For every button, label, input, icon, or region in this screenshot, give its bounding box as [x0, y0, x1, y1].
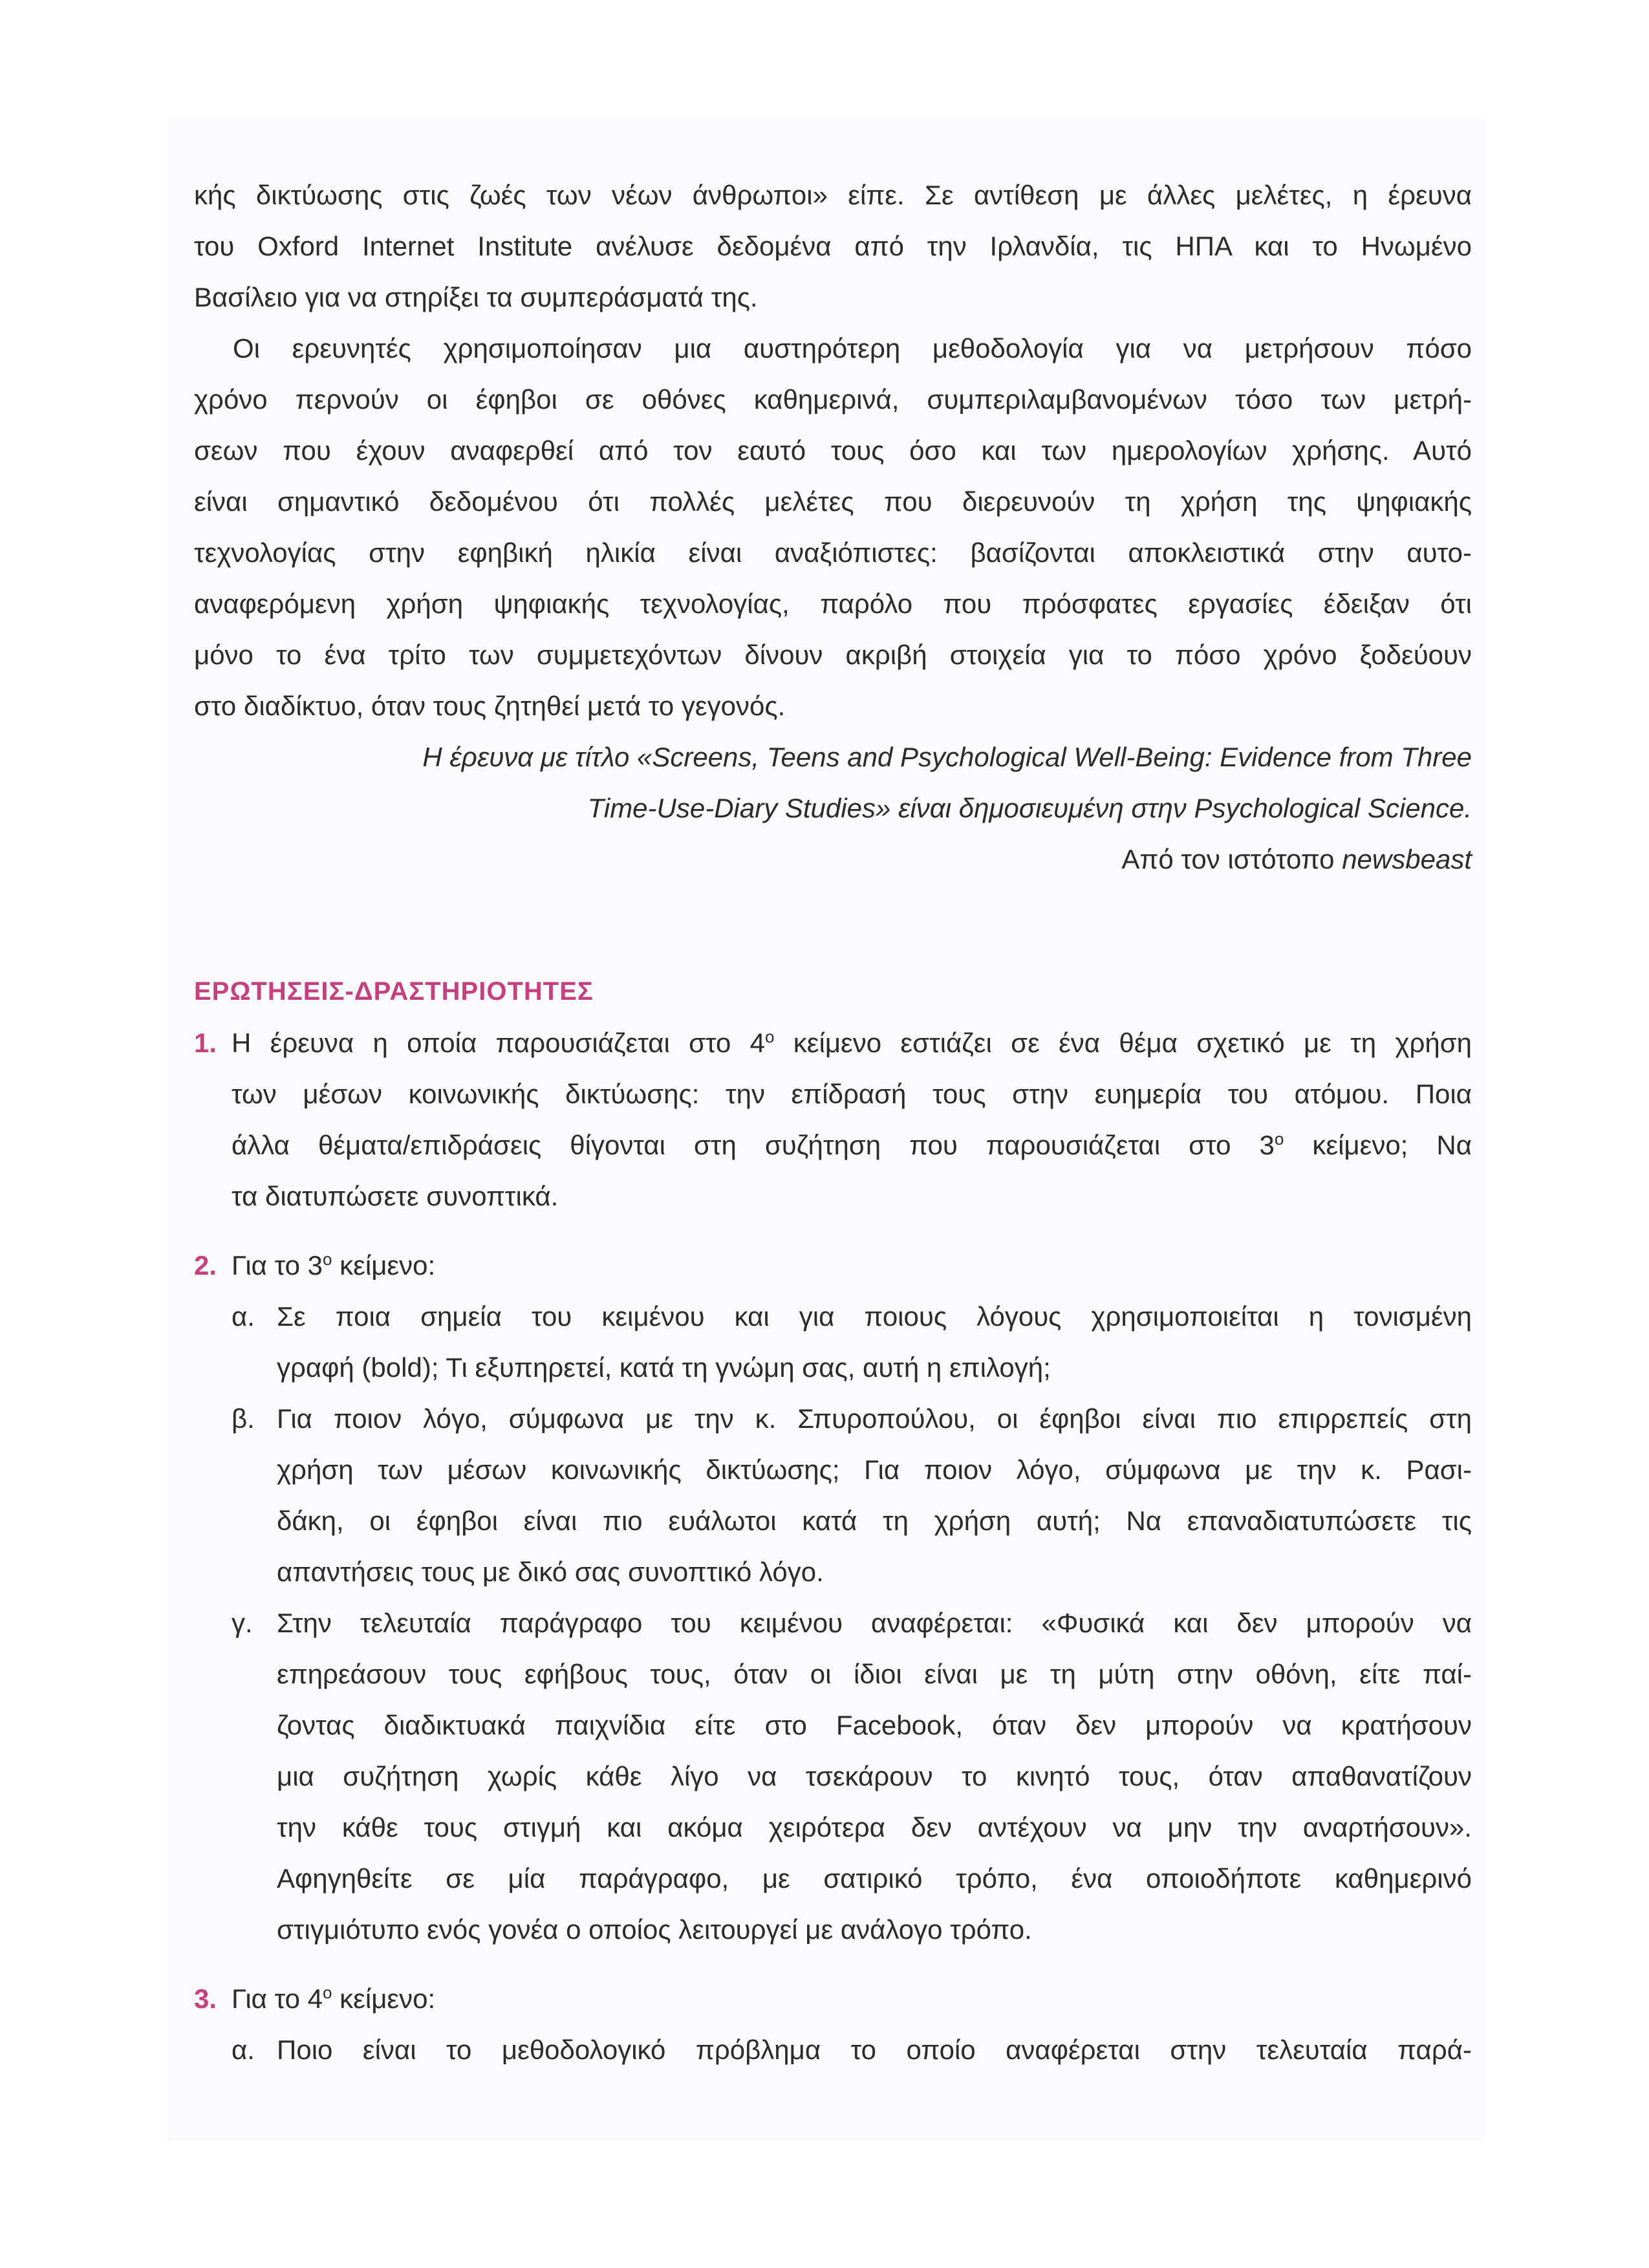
text-line: Στην τελευταία παράγραφο του κειμένου αναφέρεται: «Φυσικά και δεν μπορούν να	[277, 1608, 1472, 1638]
question-title: Για το $3^o$ κείμενο:	[232, 1249, 436, 1280]
text-line: τα διατυπώσετε συνοπτικά.	[232, 1181, 559, 1211]
question-3	[194, 1973, 1472, 2024]
text-line: του Oxford Internet Institute ανέλυσε δεδομένα από την Ιρλανδία, τις ΗΠΑ και το Ηνωμένο	[194, 231, 1472, 261]
text-line: ζοντας διαδικτυακά παιχνίδια είτε στο Facebook, όταν δεν μπορούν να κρατήσουν	[277, 1710, 1472, 1740]
source-line	[194, 834, 1472, 885]
text-line: δάκη, οι έφηβοι είναι πιο ευάλωτοι κατά τη χρήση αυτή; Να επαναδιατυπώσετε τις	[277, 1506, 1472, 1536]
sub-letter: γ.	[232, 1608, 253, 1638]
text-line: άλλα θέματα/επιδράσεις θίγονται στη συζήτηση που παρουσιάζεται στο $3^o$ κείμενο; Να	[232, 1129, 1472, 1160]
question-3a	[194, 2024, 1472, 2075]
citation-line: Time-Use-Diary Studies» είναι δημοσιευμένη στην Psychological Science.	[587, 793, 1472, 823]
text-line: Για ποιον λόγο, σύμφωνα με την κ. Σπυροπούλου, οι έφηβοι είναι πιο επιρρεπείς στη	[277, 1403, 1472, 1434]
text-line: αναφερόμενη χρήση ψηφιακής τεχνολογίας, παρόλο που πρόσφατες εργασίες έδειξαν ότι	[194, 589, 1472, 619]
text-line: Αφηγηθείτε σε μία παράγραφο, με σατιρικό τρόπο, ένα οποιοδήποτε καθημερινό	[277, 1863, 1472, 1894]
question-2	[194, 1240, 1472, 1291]
citation-line: Η έρευνα με τίτλο «Screens, Teens and Psychological Well-Being: Evidence from Three	[422, 742, 1472, 772]
text-line: Η έρευνα η οποία παρουσιάζεται στο $4^o$ κείμενο εστιάζει σε ένα θέμα σχετικό με τη χρήση	[232, 1027, 1472, 1058]
sub-letter: α.	[232, 1301, 255, 1332]
text-line: στο διαδίκτυο, όταν τους ζητηθεί μετά το γεγονός.	[194, 691, 786, 721]
text-line: τεχνολογίας στην εφηβική ηλικία είναι αναξιόπιστες: βασίζονται αποκλειστικά στην αυτο-	[194, 537, 1472, 568]
source-prefix: Από τον ιστότοπο	[1121, 844, 1342, 874]
question-title: Για το $4^o$ κείμενο:	[232, 1983, 436, 2014]
text-line: μια συζήτηση χωρίς κάθε λίγο να τσεκάρουν το κινητό τους, όταν απαθανατίζουν	[277, 1761, 1472, 1791]
text-line: των μέσων κοινωνικής δικτύωσης: την επίδρασή τους στην ευημερία του ατόμου. Ποια	[232, 1079, 1472, 1109]
research-paragraph	[194, 323, 1472, 731]
text-line: στιγμιότυπο ενός γονέα ο οποίος λειτουργεί με ανάλογο τρόπο.	[277, 1914, 1032, 1945]
citation	[194, 731, 1472, 885]
document-body	[194, 169, 1472, 2075]
text-line: Σε ποια σημεία του κειμένου και για ποιους λόγους χρησιμοποιείται η τονισμένη	[277, 1301, 1472, 1332]
question-number: 1.	[194, 1028, 217, 1058]
text-line: είναι σημαντικό δεδομένου ότι πολλές μελέτες που διερευνούν τη χρήση της ψηφιακής	[194, 486, 1472, 517]
section-title: ΕΡΩΤΗΣΕΙΣ-ΔΡΑΣΤΗΡΙΟΤΗΤΕΣ	[194, 977, 594, 1006]
text-line: σεων που έχουν αναφερθεί από τον εαυτό τους όσο και των ημερολογίων χρήσης. Αυτό	[194, 435, 1472, 466]
sub-letter: β.	[232, 1403, 255, 1434]
question-number: 3.	[194, 1983, 217, 2014]
text-line: γραφή (bold); Τι εξυπηρετεί, κατά τη γνώμη σας, αυτή η επιλογή;	[277, 1352, 1051, 1383]
text-line: απαντήσεις τους με δικό σας συνοπτικό λόγο.	[277, 1557, 824, 1587]
text-line: επηρεάσουν τους εφήβους τους, όταν οι ίδιοι είναι με τη μύτη στην οθόνη, είτε παί-	[277, 1659, 1472, 1689]
sub-letter: α.	[232, 2035, 255, 2065]
text-line: κής δικτύωσης στις ζωές των νέων άνθρωποι» είπε. Σε αντίθεση με άλλες μελέτες, η έρευνα	[194, 180, 1472, 210]
question-number: 2.	[194, 1250, 217, 1280]
text-line: Οι ερευνητές χρησιμοποίησαν μια αυστηρότερη μεθοδολογία για να μετρήσουν πόσο	[233, 333, 1472, 363]
text-line: μόνο το ένα τρίτο των συμμετεχόντων δίνουν ακριβή στοιχεία για το πόσο χρόνο ξοδεύουν	[194, 640, 1472, 670]
intro-paragraph	[194, 169, 1472, 323]
source-name: newsbeast	[1342, 844, 1472, 874]
question-2c	[194, 1597, 1472, 1955]
text-line: την κάθε τους στιγμή και ακόμα χειρότερα δεν αντέχουν να μην την αναρτήσουν».	[277, 1812, 1472, 1842]
question-1	[194, 1017, 1472, 1222]
text-line: Ποιο είναι το μεθοδολογικό πρόβλημα το οποίο αναφέρεται στην τελευταία παρά-	[277, 2035, 1472, 2065]
question-2a	[194, 1291, 1472, 1393]
text-line: χρήση των μέσων κοινωνικής δικτύωσης; Για ποιον λόγο, σύμφωνα με την κ. Ρασι-	[277, 1454, 1472, 1485]
text-line: Βασίλειο για να στηρίξει τα συμπεράσματά της.	[194, 282, 758, 312]
question-2b	[194, 1393, 1472, 1597]
text-line: χρόνο περνούν οι έφηβοι σε οθόνες καθημερινά, συμπεριλαμβανομένων τόσο των μετρή-	[194, 384, 1472, 415]
